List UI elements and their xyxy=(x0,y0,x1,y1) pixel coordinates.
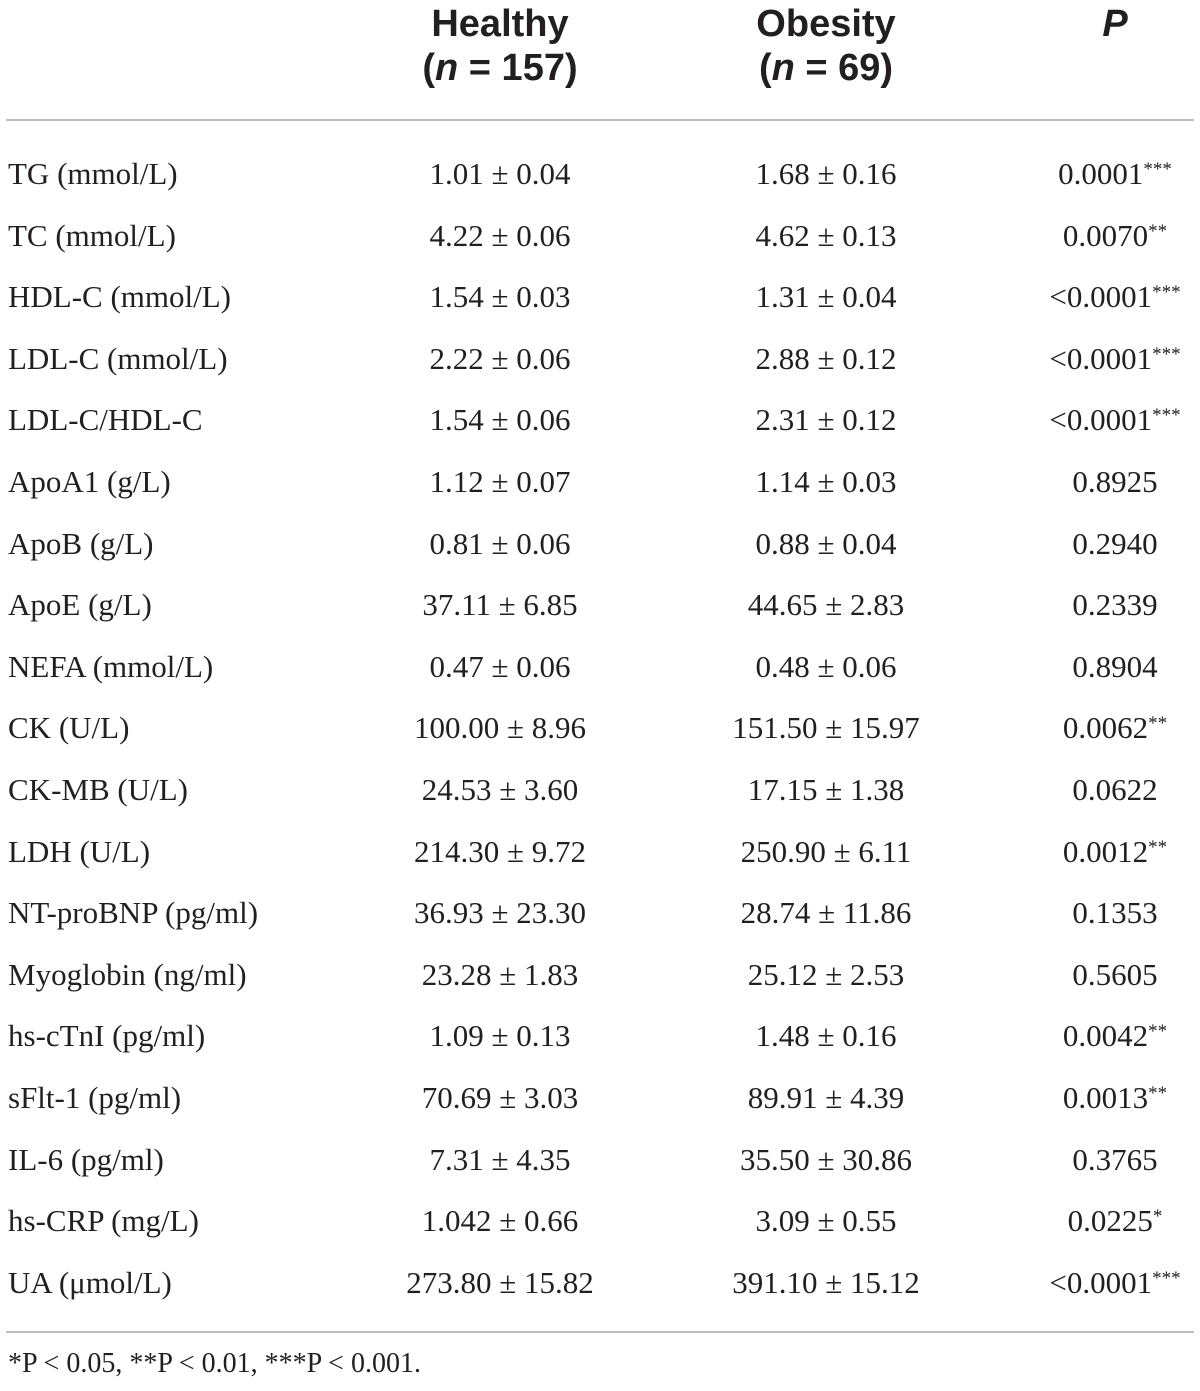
p-value-number: <0.0001 xyxy=(1049,279,1153,315)
table-row xyxy=(0,328,1200,390)
header-obesity xyxy=(686,2,966,90)
table-row xyxy=(0,451,1200,513)
p-value-number: 0.0070 xyxy=(1062,217,1149,253)
p-value-number: 0.0001 xyxy=(1058,156,1144,191)
table-row xyxy=(0,759,1200,821)
obesity-value: 25.12 ± 2.53 xyxy=(747,956,905,992)
table-row xyxy=(0,574,1200,636)
p-value xyxy=(1030,1005,1200,1072)
p-value-number: <0.0001 xyxy=(1049,402,1153,438)
p-value xyxy=(1030,513,1200,575)
p-value xyxy=(1030,1129,1200,1191)
row-label: IL-6 (pg/ml) xyxy=(8,1141,164,1177)
significance-marker: ** xyxy=(1148,220,1168,242)
p-value xyxy=(1030,882,1200,944)
p-value xyxy=(1030,328,1200,395)
table-row xyxy=(0,389,1200,451)
p-value-number: 0.0012 xyxy=(1062,833,1149,869)
obesity-value: 2.88 ± 0.12 xyxy=(755,340,897,376)
obesity-value: 3.09 ± 0.55 xyxy=(755,1203,897,1239)
p-value-number: 0.0622 xyxy=(1072,771,1158,807)
significance-marker: *** xyxy=(1152,1267,1181,1289)
p-value-number: 0.8925 xyxy=(1072,463,1158,499)
obesity-value: 1.14 ± 0.03 xyxy=(755,463,897,499)
header-divider xyxy=(6,119,1194,121)
header-obesity-name: Obesity xyxy=(756,3,896,45)
healthy-value: 4.22 ± 0.06 xyxy=(429,217,571,253)
p-value xyxy=(1030,944,1200,1006)
healthy-value: 214.30 ± 9.72 xyxy=(413,833,586,869)
healthy-value: 24.53 ± 3.60 xyxy=(421,771,579,807)
row-label: LDL-C (mmol/L) xyxy=(8,340,228,376)
table-row xyxy=(0,205,1200,267)
healthy-value: 36.93 ± 23.30 xyxy=(413,895,586,931)
significance-marker: *** xyxy=(1152,405,1181,427)
table-header xyxy=(0,0,1200,118)
healthy-value: 70.69 ± 3.03 xyxy=(421,1079,579,1115)
p-value-number: <0.0001 xyxy=(1049,340,1153,376)
row-label: CK-MB (U/L) xyxy=(8,771,188,807)
table-row xyxy=(0,1067,1200,1129)
p-value-number: 0.0013 xyxy=(1062,1079,1149,1115)
p-value xyxy=(1030,697,1200,764)
p-value xyxy=(1030,451,1200,513)
significance-footnote: *P < 0.05, **P < 0.01, ***P < 0.001. xyxy=(8,1348,421,1379)
row-label: ApoB (g/L) xyxy=(8,525,154,561)
significance-marker: *** xyxy=(1143,159,1172,180)
healthy-value: 0.81 ± 0.06 xyxy=(429,525,571,561)
table-row xyxy=(0,944,1200,1006)
table-row xyxy=(0,1005,1200,1067)
p-value-number: 0.3765 xyxy=(1072,1141,1158,1177)
header-p-value: P xyxy=(1102,3,1128,45)
p-value-number: <0.0001 xyxy=(1049,1264,1153,1300)
header-healthy xyxy=(360,2,640,90)
healthy-value: 2.22 ± 0.06 xyxy=(429,340,571,376)
obesity-value: 151.50 ± 15.97 xyxy=(732,710,920,746)
healthy-value: 1.09 ± 0.13 xyxy=(429,1018,571,1054)
row-label: NT-proBNP (pg/ml) xyxy=(8,895,259,931)
row-label: TC (mmol/L) xyxy=(8,217,176,253)
row-label: LDH (U/L) xyxy=(8,833,151,869)
obesity-value: 1.48 ± 0.16 xyxy=(755,1018,897,1054)
p-value-number: 0.0062 xyxy=(1062,710,1149,746)
p-value-number: 0.8904 xyxy=(1072,648,1158,684)
header-healthy-n: (n = 157) xyxy=(422,47,578,89)
table-row xyxy=(0,697,1200,759)
row-label: sFlt-1 (pg/ml) xyxy=(8,1079,182,1115)
healthy-value: 273.80 ± 15.82 xyxy=(406,1264,594,1300)
row-label: hs-cTnI (pg/ml) xyxy=(8,1018,206,1054)
obesity-value: 28.74 ± 11.86 xyxy=(740,895,912,931)
table-row xyxy=(0,1252,1200,1314)
row-label: TG (mmol/L) xyxy=(8,156,178,191)
table-row xyxy=(0,513,1200,575)
obesity-value: 2.31 ± 0.12 xyxy=(755,402,897,438)
healthy-value: 1.54 ± 0.03 xyxy=(429,279,571,315)
p-value xyxy=(1030,574,1200,636)
p-value xyxy=(1030,1190,1200,1257)
row-label: HDL-C (mmol/L) xyxy=(8,279,231,315)
table-row xyxy=(0,882,1200,944)
obesity-value: 1.68 ± 0.16 xyxy=(755,156,897,191)
healthy-value: 100.00 ± 8.96 xyxy=(413,710,586,746)
obesity-value: 250.90 ± 6.11 xyxy=(740,833,912,869)
p-value-number: 0.2339 xyxy=(1072,587,1158,623)
p-value xyxy=(1030,205,1200,272)
row-label: LDL-C/HDL-C xyxy=(8,402,203,438)
p-value xyxy=(1030,1067,1200,1134)
table-row xyxy=(0,143,1200,205)
p-value-number: 0.0042 xyxy=(1062,1018,1149,1054)
obesity-value: 4.62 ± 0.13 xyxy=(755,217,897,253)
significance-marker: ** xyxy=(1148,713,1168,735)
header-healthy-name: Healthy xyxy=(431,3,569,45)
p-value xyxy=(1030,1252,1200,1319)
healthy-value: 1.54 ± 0.06 xyxy=(429,402,571,438)
p-value xyxy=(1030,266,1200,333)
healthy-value: 0.47 ± 0.06 xyxy=(429,648,571,684)
healthy-value: 37.11 ± 6.85 xyxy=(422,587,578,623)
obesity-value: 391.10 ± 15.12 xyxy=(732,1264,920,1300)
healthy-value: 1.01 ± 0.04 xyxy=(429,156,571,191)
row-label: CK (U/L) xyxy=(8,710,130,746)
p-value-number: 0.2940 xyxy=(1072,525,1158,561)
healthy-value: 7.31 ± 4.35 xyxy=(429,1141,571,1177)
significance-marker: *** xyxy=(1152,343,1181,365)
significance-marker: ** xyxy=(1148,1021,1168,1043)
healthy-value: 23.28 ± 1.83 xyxy=(421,956,579,992)
header-obesity-n: (n = 69) xyxy=(758,47,894,89)
significance-marker: * xyxy=(1152,1206,1163,1228)
table-row xyxy=(0,636,1200,698)
p-value-number: 0.0225 xyxy=(1067,1203,1153,1239)
row-label: ApoA1 (g/L) xyxy=(8,463,171,499)
row-label: hs-CRP (mg/L) xyxy=(8,1203,199,1239)
obesity-value: 0.88 ± 0.04 xyxy=(755,525,897,561)
obesity-value: 17.15 ± 1.38 xyxy=(747,771,905,807)
table-row xyxy=(0,821,1200,883)
row-label: ApoE (g/L) xyxy=(8,587,152,623)
significance-marker: *** xyxy=(1152,282,1181,304)
p-value xyxy=(1030,759,1200,821)
table-row xyxy=(0,1190,1200,1252)
obesity-value: 1.31 ± 0.04 xyxy=(755,279,897,315)
p-value xyxy=(1030,821,1200,888)
obesity-value: 89.91 ± 4.39 xyxy=(747,1079,905,1115)
row-label: NEFA (mmol/L) xyxy=(8,648,214,684)
p-value-number: 0.5605 xyxy=(1072,956,1158,992)
p-value xyxy=(1030,636,1200,698)
table-row xyxy=(0,266,1200,328)
footer-divider xyxy=(6,1331,1194,1333)
p-value xyxy=(1030,143,1200,210)
row-label: UA (μmol/L) xyxy=(8,1264,172,1300)
healthy-value: 1.042 ± 0.66 xyxy=(421,1203,579,1239)
significance-marker: ** xyxy=(1148,1082,1168,1104)
row-label: Myoglobin (ng/ml) xyxy=(8,956,247,992)
obesity-value: 0.48 ± 0.06 xyxy=(755,648,897,684)
significance-marker: ** xyxy=(1148,836,1168,858)
table-body xyxy=(0,143,1200,1313)
obesity-value: 35.50 ± 30.86 xyxy=(739,1141,912,1177)
obesity-value: 44.65 ± 2.83 xyxy=(747,587,905,623)
healthy-value: 1.12 ± 0.07 xyxy=(429,463,571,499)
table-row xyxy=(0,1129,1200,1191)
p-value xyxy=(1030,389,1200,456)
p-value-number: 0.1353 xyxy=(1072,895,1158,931)
